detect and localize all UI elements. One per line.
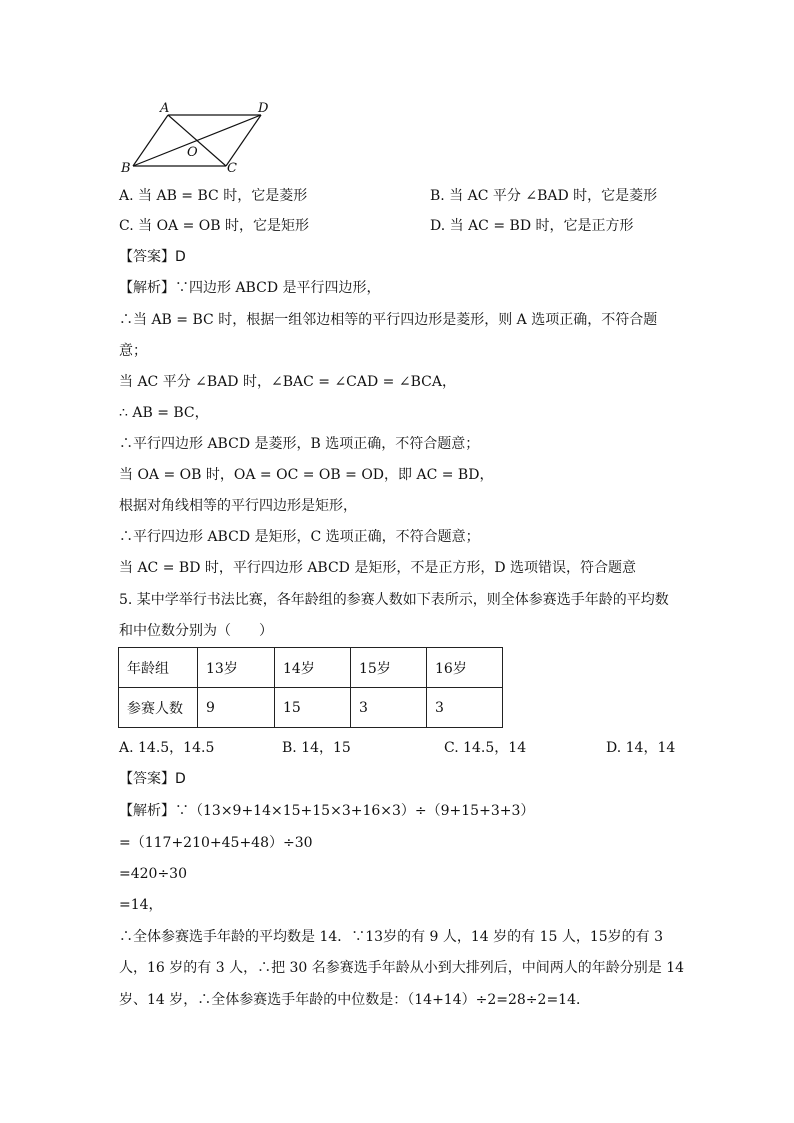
q5-analysis-line: 【解析】∵（13×9+14×15+15×3+16×3）÷（9+15+3+3）	[119, 803, 535, 819]
table-cell: 14岁	[275, 648, 351, 688]
table-cell: 年龄组	[119, 648, 198, 688]
q5-option-a: A. 14.5，14.5	[119, 740, 215, 756]
label-c: C	[227, 161, 237, 176]
q5-analysis-line: 岁、14 岁，∴全体参赛选手年龄的中位数是：（14+14）÷2=28÷2=14．	[119, 992, 590, 1008]
table-cell: 16岁	[427, 648, 503, 688]
q4-analysis-line: 【解析】∵四边形 ABCD 是平行四边形，	[119, 280, 381, 296]
q5-analysis-line: 人，16 岁的有 3 人，∴把 30 名参赛选手年龄从小到大排列后，中间两人的年龄分别是 14	[119, 960, 685, 976]
side-dc	[226, 115, 261, 166]
label-o: O	[187, 145, 198, 160]
q4-analysis-line: 当 AC 平分 ∠BAD 时，∠BAC = ∠CAD = ∠BCA，	[119, 374, 456, 390]
table-cell: 3	[427, 688, 503, 728]
q5-analysis-line: =（117+210+45+48）÷30	[119, 835, 313, 851]
q4-option-c: C. 当 OA = OB 时，它是矩形	[119, 218, 309, 234]
table-cell: 参赛人数	[119, 688, 198, 728]
q4-analysis-line: 根据对角线相等的平行四边形是矩形，	[119, 498, 357, 514]
table-cell: 15岁	[351, 648, 427, 688]
q5-option-c: C. 14.5，14	[444, 740, 527, 756]
table-cell: 3	[351, 688, 427, 728]
q4-analysis-line: 当 AC = BD 时，平行四边形 ABCD 是矩形，不是正方形，D 选项错误，符合题意	[119, 560, 637, 576]
q4-analysis-line: ∴ AB = BC，	[119, 405, 209, 421]
q4-analysis-line: ∴平行四边形 ABCD 是菱形，B 选项正确，不符合题意；	[119, 436, 480, 452]
table-cell: 9	[198, 688, 275, 728]
table-header-row	[119, 648, 503, 688]
q5-stem-line: 和中位数分别为（ ）	[119, 623, 273, 639]
q4-analysis-line: ∴平行四边形 ABCD 是矩形，C 选项正确，不符合题意；	[119, 529, 480, 545]
q5-analysis-line: =420÷30	[119, 866, 187, 882]
label-d: D	[258, 101, 269, 116]
side-ab	[133, 115, 168, 166]
table-row	[119, 688, 503, 728]
table-cell: 13岁	[198, 648, 275, 688]
q4-option-b: B. 当 AC 平分 ∠BAD 时，它是菱形	[430, 188, 658, 204]
q5-answer: 【答案】D	[119, 771, 186, 787]
q4-analysis-line: 当 OA = OB 时，OA = OC = OB = OD，即 AC = BD，	[119, 467, 494, 483]
q4-answer: 【答案】D	[119, 249, 186, 265]
q4-option-d: D. 当 AC = BD 时，它是正方形	[430, 218, 634, 234]
q5-analysis-line: =14，	[119, 897, 163, 913]
q5-stem-line: 5. 某中学举行书法比赛，各年龄组的参赛人数如下表所示，则全体参赛选手年龄的平均数	[119, 592, 669, 608]
label-a: A	[160, 101, 170, 116]
q4-option-a: A. 当 AB = BC 时，它是菱形	[119, 188, 308, 204]
parallelogram-figure	[118, 98, 278, 182]
table-cell: 15	[275, 688, 351, 728]
label-b: B	[121, 161, 131, 176]
q5-option-b: B. 14，15	[282, 740, 351, 756]
q5-analysis-line: ∴全体参赛选手年龄的平均数是 14．∵13岁的有 9 人，14 岁的有 15 人，15岁的有 3	[119, 929, 664, 945]
q4-analysis-line: ∴当 AB = BC 时，根据一组邻边相等的平行四边形是菱形，则 A 选项正确，不符合题	[119, 312, 658, 328]
q5-option-d: D. 14，14	[606, 740, 676, 756]
q4-analysis-line: 意；	[119, 343, 147, 359]
age-group-table	[118, 647, 503, 728]
